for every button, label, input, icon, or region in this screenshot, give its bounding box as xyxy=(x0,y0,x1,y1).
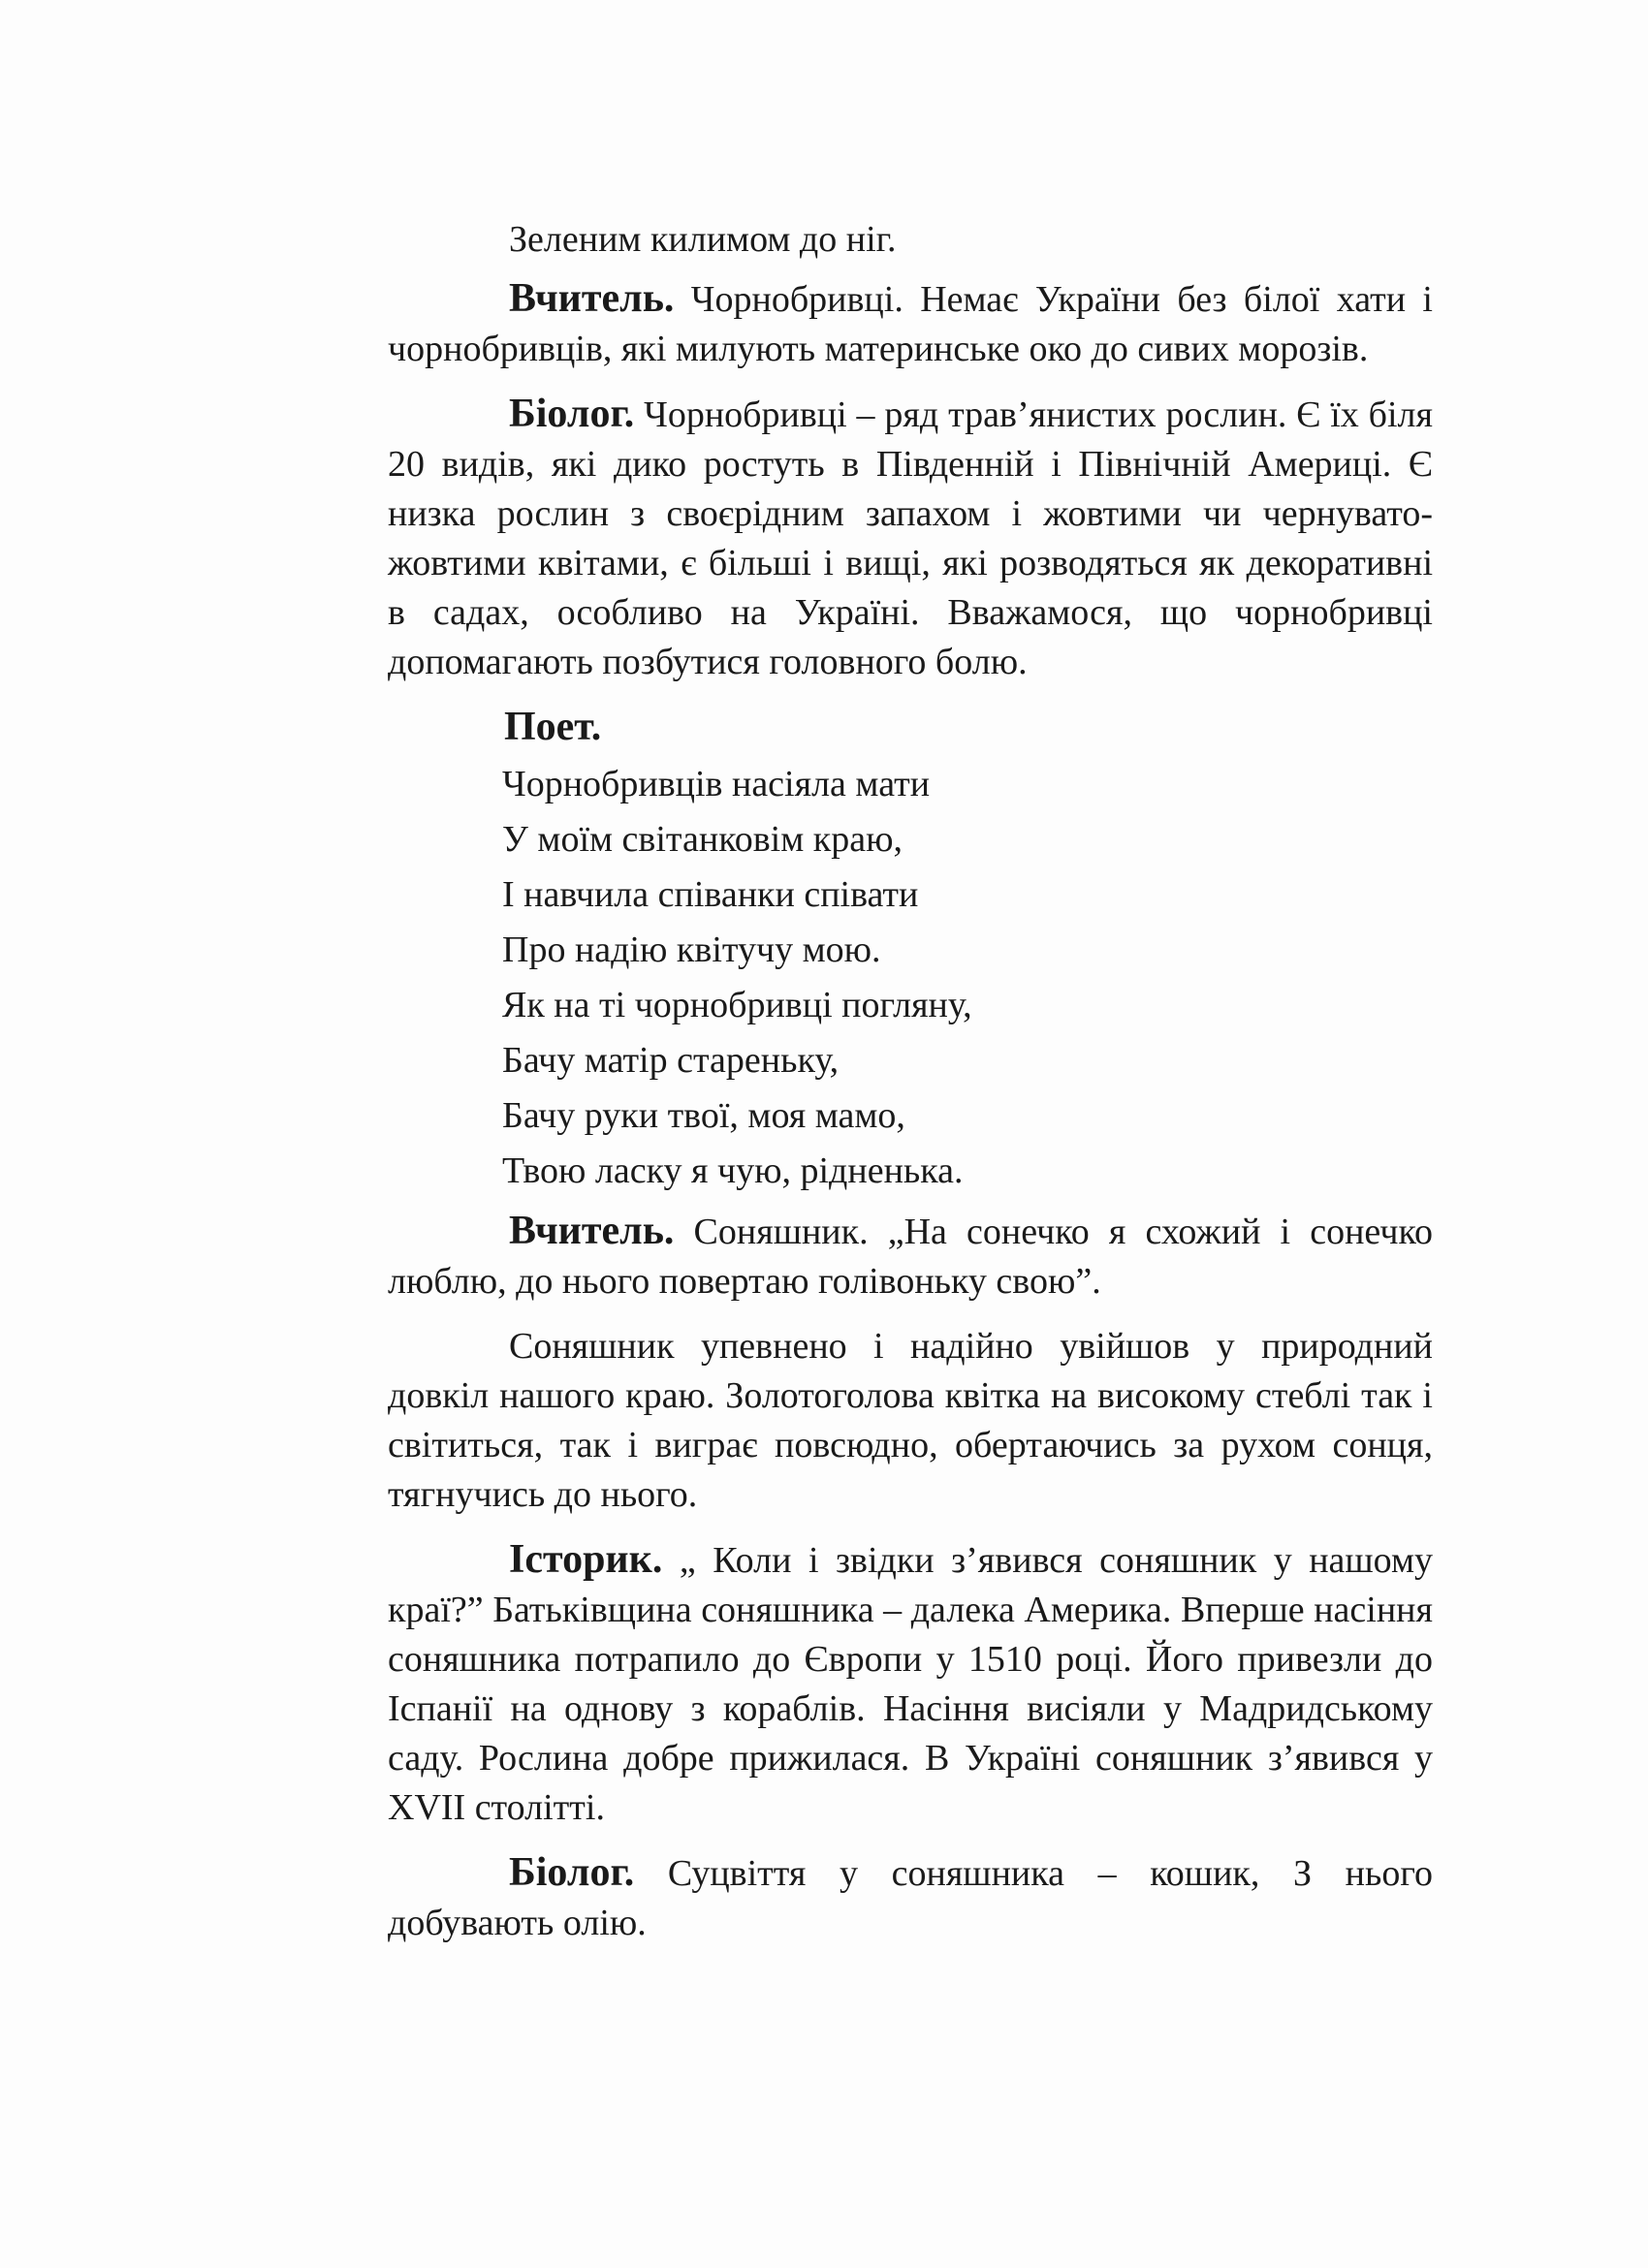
speaker-label: Біолог. xyxy=(509,392,635,436)
paragraph-biologist-2 xyxy=(388,1848,1433,1948)
paragraph-text: Соняшник упевнено і надійно увійшов у природний довкіл нашого краю. Золотоголова квітка на високому стеблі так і світиться, так і виграє повсюдно, обертаючись за рухом сонця, тягнучись до нього. xyxy=(388,1326,1433,1515)
paragraph-teacher-1 xyxy=(388,274,1433,374)
paragraph-historian xyxy=(388,1535,1433,1833)
paragraph-biologist-1 xyxy=(388,390,1433,687)
poem-line: Бачу матір стареньку, xyxy=(502,1040,840,1081)
poem-line: Про надію квітучу мою. xyxy=(502,929,881,970)
poem-line: Як на ті чорнобривці погляну, xyxy=(502,985,972,1025)
speaker-label: Вчитель. xyxy=(509,276,675,321)
speaker-label: Вчитель. xyxy=(509,1209,675,1253)
document-body xyxy=(388,215,1433,1964)
poem-line: У моїм світанковім краю, xyxy=(502,819,903,860)
poem xyxy=(388,757,1433,1199)
first-line: Зеленим килимом до ніг. xyxy=(509,219,897,260)
paragraph-sunflower xyxy=(388,1322,1433,1520)
paragraph-text: „ Коли і звідки з’явився соняшник у нашому краї?” Батьківщина соняшника – далека Америка. Вперше насіння соняшника потрапило до Європи у 1510 році. Його привезли до Іспанії на однову з кораблів. Насіння висіяли у Мадридському саду. Рослина добре прижилася. В Україні соняшник з’явився у XVII столітті. xyxy=(388,1540,1433,1828)
poem-line: Чорнобривців насіяла мати xyxy=(502,764,931,804)
poet-heading xyxy=(388,703,1433,753)
poem-line: І навчила співанки співати xyxy=(502,874,919,915)
paragraph-text: Чорнобривці – ряд трав’янистих рослин. Є їх біля 20 видів, які дико ростуть в Південній і Північній Америці. Є низка рослин з своєрідним запахом і жовтими чи чернувато-жовтими квітами, є більші і вищі, які розводяться як декоративні в садах, особливо на Україні. Вважамося, що чорнобривці допомагають позбутися головного болю. xyxy=(388,394,1433,682)
speaker-label: Біолог. xyxy=(509,1850,635,1895)
poem-line: Бачу руки твої, моя мамо, xyxy=(502,1095,905,1136)
paragraph-text: Суцвіття у соняшника – кошик, З нього добувають олію. xyxy=(388,1853,1433,1943)
paragraph-text: Соняшник. „На сонечко я схожий і сонечко люблю, до нього повертаю голівоньку свою”. xyxy=(388,1212,1433,1302)
speaker-label: Історик. xyxy=(509,1537,663,1582)
speaker-label: Поет. xyxy=(504,705,602,749)
paragraph-teacher-2 xyxy=(388,1207,1433,1307)
poem-line: Твою ласку я чую, рідненька. xyxy=(502,1150,964,1191)
paragraph-text: Чорнобривці. Немає України без білої хати і чорнобривців, які милують материнське око до сивих морозів. xyxy=(388,279,1433,369)
